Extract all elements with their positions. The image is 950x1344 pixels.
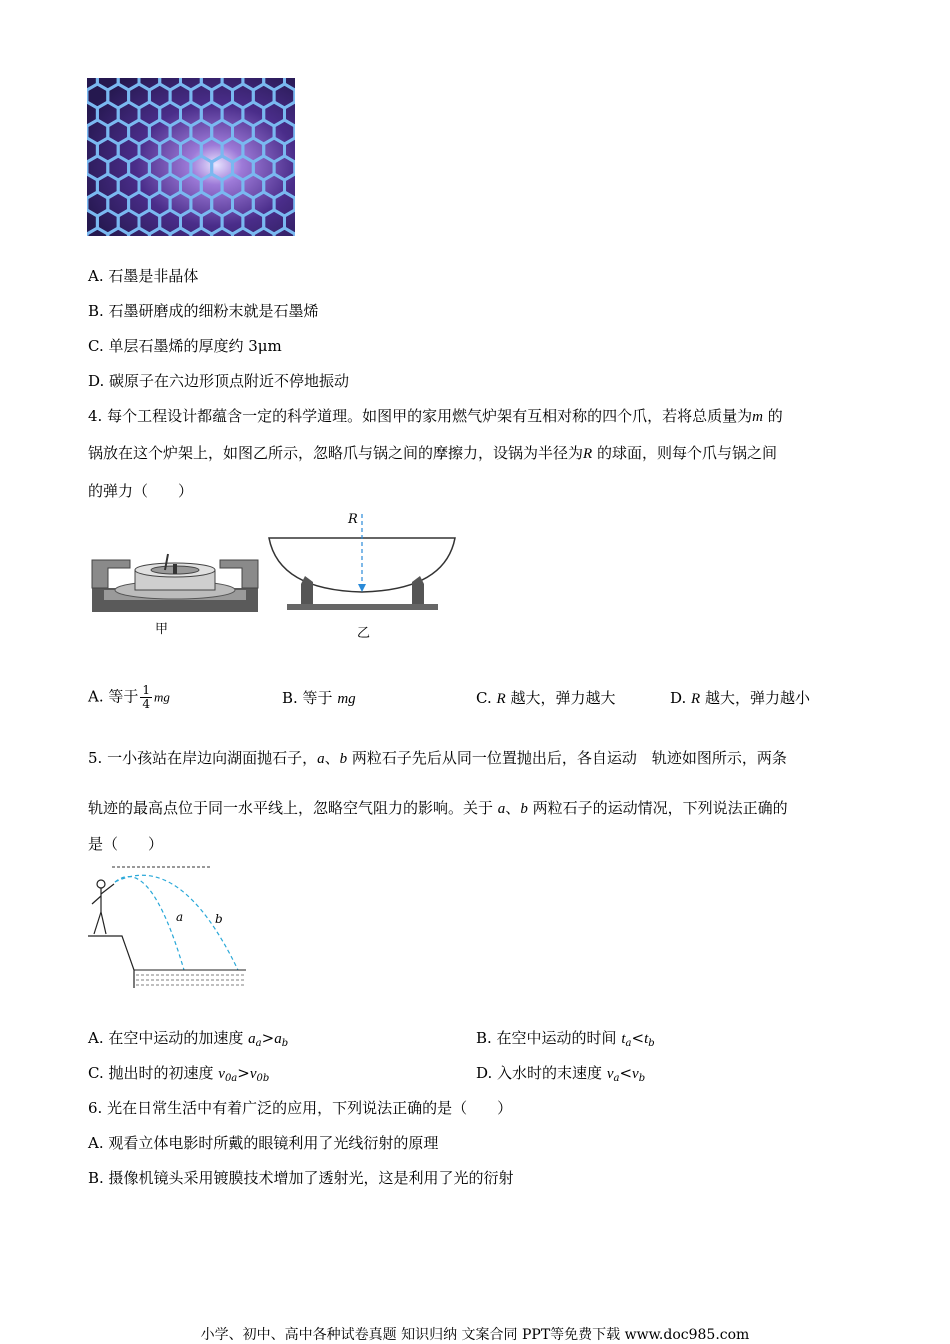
- q4-option-a[interactable]: A. 等于 $\frac{1}{4}$ mg: [88, 683, 170, 711]
- q4-option-d[interactable]: D. R 越大，弹力越小: [670, 689, 811, 707]
- q5-stem-line1: 5. 一小孩站在岸边向湖面抛石子，a、b 两粒石子先后从同一位置抛出后，各自运动 轨迹如图所示，两条: [88, 749, 787, 767]
- fraction-one-quarter: $\frac{1}{4}$: [142, 683, 151, 711]
- q3-option-c[interactable]: C. 单层石墨烯的厚度约 3μm: [88, 337, 282, 355]
- stove-figure: [90, 540, 260, 635]
- trajectory-figure: [88, 862, 248, 992]
- q6-option-a[interactable]: A. 观看立体电影时所戴的眼镜利用了光线衍射的原理: [88, 1134, 439, 1152]
- q5-option-c[interactable]: C. 抛出时的初速度 $v_{0a}>v_{0b}$: [88, 1064, 270, 1084]
- stove-caption: 甲: [155, 622, 169, 637]
- q5-option-d[interactable]: D. 入水时的末速度 $v_a<v_b$: [476, 1064, 646, 1084]
- page-footer: 小学、初中、高中各种试卷真题 知识归纳 文案合同 PPT等免费下载 www.doc985.com: [200, 1327, 750, 1343]
- bowl-caption: 乙: [357, 626, 371, 641]
- bowl-r-label: R: [348, 512, 358, 527]
- q6-stem: 6. 光在日常生活中有着广泛的应用，下列说法正确的是（ ）: [88, 1099, 513, 1117]
- q5-stem-line2: 轨迹的最高点位于同一水平线上，忽略空气阻力的影响。关于 a、b 两粒石子的运动情况，下列说法正确的: [88, 799, 788, 817]
- trajectory-a-label: a: [176, 910, 184, 924]
- q3-option-b[interactable]: B. 石墨研磨成的细粉末就是石墨烯: [88, 302, 319, 320]
- q4-stem-line1: 4. 每个工程设计都蕴含一定的科学道理。如图甲的家用燃气炉架有互相对称的四个爪，若将总质量为m 的: [88, 407, 783, 425]
- q3-option-d[interactable]: D. 碳原子在六边形顶点附近不停地振动: [88, 372, 350, 390]
- q5-option-a[interactable]: A. 在空中运动的加速度 $a_a>a_b$: [88, 1029, 289, 1049]
- graphene-image: [87, 78, 295, 236]
- trajectory-b-label: b: [215, 912, 223, 926]
- q6-option-b[interactable]: B. 摄像机镜头采用镀膜技术增加了透射光，这是利用了光的衍射: [88, 1169, 514, 1187]
- q3-option-a[interactable]: A. 石墨是非晶体: [88, 267, 199, 285]
- q5-stem-line3: 是（ ）: [88, 835, 164, 853]
- q4-option-c[interactable]: C. R 越大，弹力越大: [476, 689, 616, 707]
- q4-option-b[interactable]: B. 等于 mg: [282, 689, 356, 707]
- q5-option-b[interactable]: B. 在空中运动的时间 $t_a<t_b$: [476, 1029, 655, 1049]
- q4-stem-line3: 的弹力（ ）: [88, 482, 194, 500]
- q4-stem-line2: 锅放在这个炉架上，如图乙所示，忽略爪与锅之间的摩擦力，设锅为半径为R 的球面，则每个爪与锅之间: [88, 444, 777, 462]
- bowl-figure: [265, 510, 460, 625]
